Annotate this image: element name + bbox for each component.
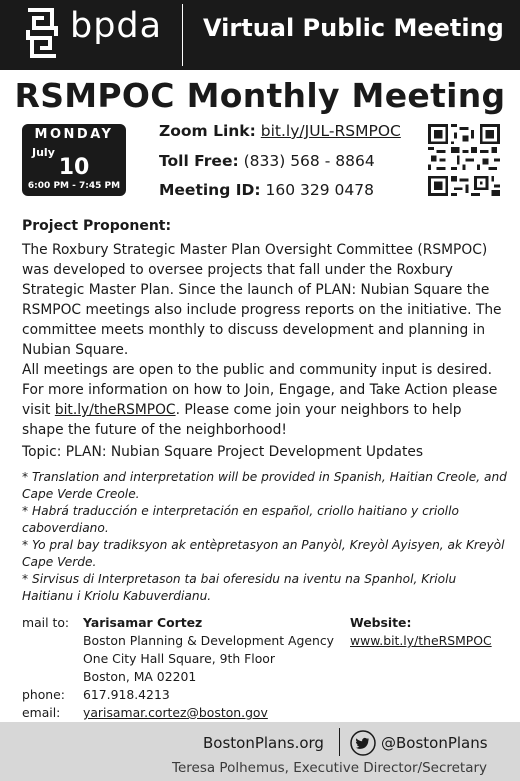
- meeting-title: RSMPOC Monthly Meeting: [14, 76, 506, 115]
- website-label: Website:: [350, 615, 412, 630]
- phone-label: phone:: [22, 687, 65, 702]
- meeting-id-label: Meeting ID:: [159, 181, 261, 199]
- header-divider: [182, 4, 183, 66]
- zoom-link[interactable]: bit.ly/JUL-RSMPOC: [260, 122, 401, 140]
- zoom-label: Zoom Link:: [159, 122, 256, 140]
- footer-twitter-handle[interactable]: @BostonPlans: [381, 734, 488, 752]
- description-paragraph: The Roxbury Strategic Master Plan Oversight Committee (RSMPOC) was developed to oversee projects that fall under the Roxbury Strategic Master Plan. Since the launch of PLAN: Nubian Square the RSMPOC meetings also include progress reports on the initiative. The committee meets monthly to discuss development and planning in Nubian Square.: [22, 242, 502, 358]
- contact-phone: 617.918.4213: [83, 687, 170, 702]
- toll-label: Toll Free:: [159, 152, 239, 170]
- date-day: MONDAY: [34, 127, 114, 142]
- email-label: email:: [22, 705, 61, 720]
- translation-note-cv: * Sirvisus di Interpretason ta bai oferesidu na iventu na Spanhol, Kriolu Haitianu i Kriolu Kabuverdianu.: [22, 572, 457, 603]
- footer-executive: Teresa Polhemus, Executive Director/Secretary: [172, 760, 488, 776]
- date-badge: [22, 124, 126, 196]
- website-link[interactable]: www.bit.ly/theRSMPOC: [350, 633, 492, 648]
- date-month: July: [32, 146, 55, 159]
- contact-email[interactable]: yarisamar.cortez@boston.gov: [83, 705, 268, 720]
- footer-divider: [339, 728, 340, 756]
- meeting-id-value: 160 329 0478: [265, 181, 374, 199]
- brand-name: bpda: [70, 6, 163, 46]
- contact-name: Yarisamar Cortez: [83, 615, 203, 630]
- engagement-paragraph: [22, 360, 507, 440]
- contact-address-2: Boston, MA 02201: [83, 669, 197, 684]
- engagement-text-start: All meetings are open to the public and community input is desired. For more information on how to Join, Engage, and Take Action please visit: [22, 362, 498, 418]
- zoom-line: [159, 122, 401, 140]
- footer-bar: [0, 722, 520, 781]
- toll-number: (833) 568 - 8864: [243, 152, 375, 170]
- meeting-id-line: [159, 181, 374, 199]
- contact-org: Boston Planning & Development Agency: [83, 633, 334, 648]
- bpda-logo-icon: [22, 6, 62, 60]
- proponent-heading: Project Proponent:: [22, 218, 172, 234]
- toll-line: [159, 152, 375, 170]
- contact-address-1: One City Hall Square, 9th Floor: [83, 651, 275, 666]
- header-title: Virtual Public Meeting: [203, 14, 504, 42]
- footer-site-link[interactable]: BostonPlans.org: [203, 734, 324, 752]
- header-bar: [0, 0, 520, 70]
- rsmpoc-link[interactable]: bit.ly/theRSMPOC: [54, 402, 176, 418]
- mail-label: mail to:: [22, 615, 70, 630]
- qr-code-icon[interactable]: [428, 124, 500, 196]
- twitter-bird-icon[interactable]: [350, 730, 376, 756]
- translation-note-ht: * Yo pral bay tradiksyon ak entèpretasyon an Panyòl, Kreyòl Ayisyen, ak Kreyòl Cape Verde.: [22, 538, 505, 569]
- topic-line: Topic: PLAN: Nubian Square Project Development Updates: [22, 444, 424, 460]
- date-time: 6:00 PM - 7:45 PM: [27, 181, 121, 191]
- translation-note-es: * Habrá traducción e interpretación en español, criollo haitiano y criollo caboverdiano.: [22, 504, 459, 535]
- translation-note-en: * Translation and interpretation will be provided in Spanish, Haitian Creole, and Cape Verde Creole.: [22, 470, 507, 501]
- engagement-text-end: . Please come join your neighbors to help shape the future of the neighborhood!: [22, 402, 462, 438]
- date-number: 10: [58, 155, 90, 180]
